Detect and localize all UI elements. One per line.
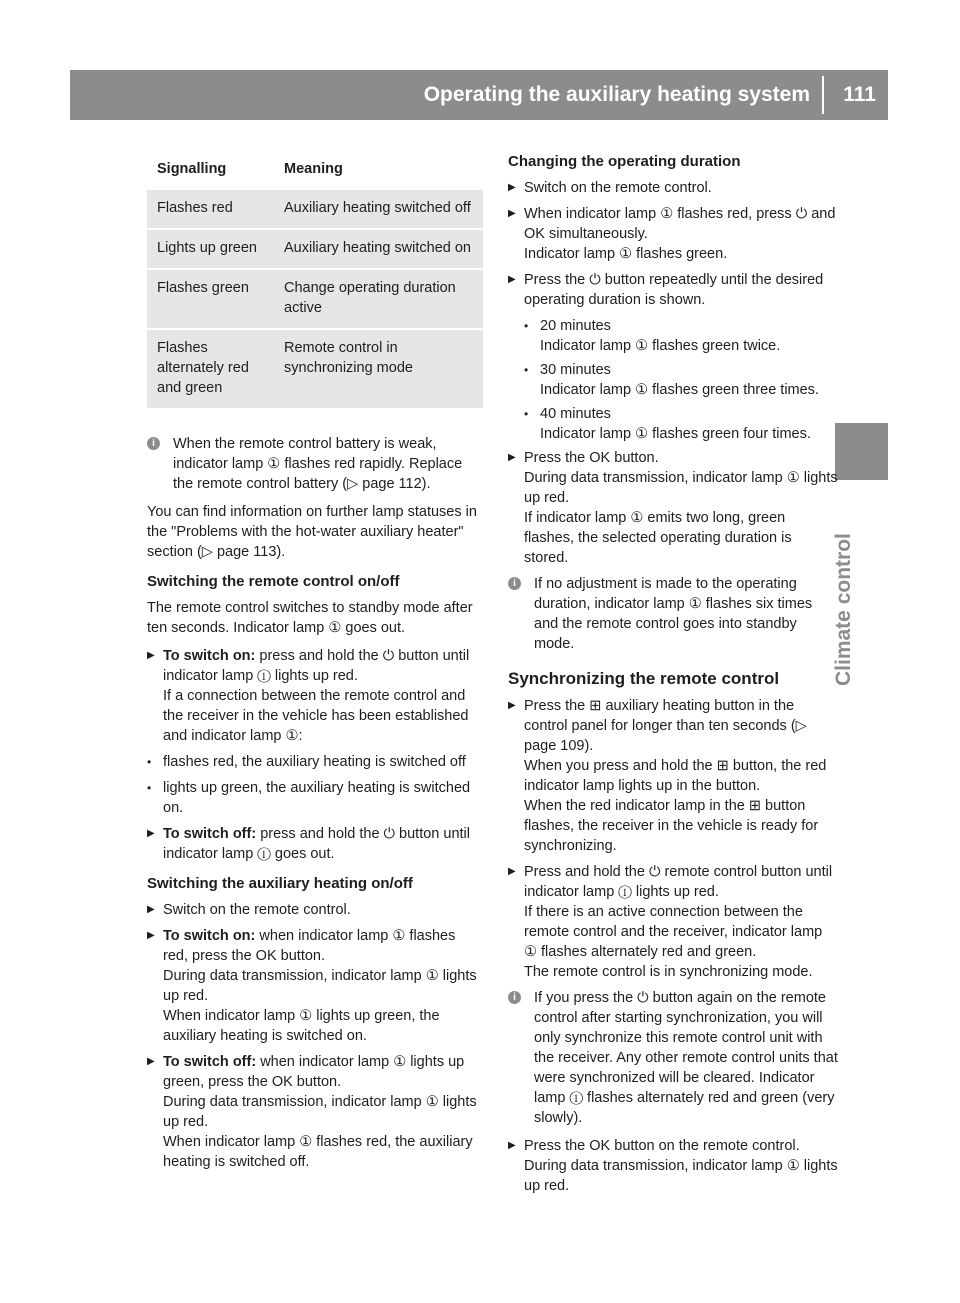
instruction-step <box>147 646 483 746</box>
triangle-right-icon: ▶ <box>508 700 516 711</box>
header-bar <box>70 70 888 120</box>
section-heading: Switching the remote control on/off <box>147 573 400 590</box>
table-header: Signalling <box>157 161 227 177</box>
section-heading: Synchronizing the remote control <box>508 669 780 688</box>
triangle-right-icon: ▶ <box>147 828 155 839</box>
option-title: 30 minutes <box>540 362 611 378</box>
table-cell: Flashes alternately red and green <box>147 329 274 408</box>
bullet-item <box>147 752 483 772</box>
bullet-dot-icon: • <box>524 363 529 377</box>
triangle-right-icon: ▶ <box>147 930 155 941</box>
step-label: To switch on: <box>163 928 256 944</box>
table-header: Meaning <box>284 161 343 177</box>
step-continuation: During data transmission, indicator lamp ① lights up red. <box>163 1094 477 1130</box>
step-text: press and hold the ⏻ button until indicator lamp ① goes out. <box>163 826 470 862</box>
table-cell: Change operating duration active <box>274 269 483 329</box>
section-heading: Switching the auxiliary heating on/off <box>147 875 413 892</box>
signalling-table <box>147 150 483 408</box>
step-text: When indicator lamp ① flashes red, press ⏻ and OK simultaneously. <box>524 206 836 242</box>
header-divider <box>822 76 824 114</box>
step-continuation: During data transmission, indicator lamp ① lights up red. <box>524 1158 838 1194</box>
instruction-step <box>508 178 838 198</box>
option-text: Indicator lamp ① flashes green four times. <box>540 426 811 442</box>
triangle-right-icon: ▶ <box>508 274 516 285</box>
table-cell: Flashes green <box>147 269 274 329</box>
step-continuation: The remote control is in synchronizing mode. <box>524 964 813 980</box>
step-label: To switch on: <box>163 648 256 664</box>
triangle-right-icon: ▶ <box>147 650 155 661</box>
option-text: Indicator lamp ① flashes green twice. <box>540 338 781 354</box>
step-continuation: If indicator lamp ① emits two long, green flashes, the selected operating duration is stored. <box>524 510 792 566</box>
table-row <box>147 229 483 269</box>
instruction-step <box>147 1052 483 1172</box>
triangle-right-icon: ▶ <box>508 182 516 193</box>
table-cell: Auxiliary heating switched on <box>274 229 483 269</box>
step-continuation: When indicator lamp ① flashes red, the auxiliary heating is switched off. <box>163 1134 473 1170</box>
info-note-text: If you press the ⏻ button again on the remote control after starting synchronization, you will only synchronize this remote control unit with the receiver. Any other remote control units that were synchronized will be cleared. Indicator lamp ① flashes alternately red and green (very slowly). <box>534 990 838 1126</box>
step-label: To switch off: <box>163 1054 257 1070</box>
triangle-right-icon: ▶ <box>147 1056 155 1067</box>
info-note-text: When the remote control battery is weak, indicator lamp ① flashes red rapidly. Replace the remote control battery (▷ page 112). <box>173 436 463 492</box>
step-label: To switch off: <box>163 826 257 842</box>
option-title: 40 minutes <box>540 406 611 422</box>
instruction-step <box>508 1136 838 1196</box>
bullet-dot-icon: • <box>147 755 152 769</box>
info-circle-icon: i <box>508 577 521 590</box>
instruction-step <box>508 270 838 310</box>
step-text: Press the OK button. <box>524 450 659 466</box>
table-row <box>147 189 483 229</box>
step-text: Press the OK button on the remote control. <box>524 1138 800 1154</box>
option-title: 20 minutes <box>540 318 611 334</box>
table-header-row <box>147 150 483 189</box>
step-continuation: If there is an active connection between the remote control and the receiver, indicator lamp ① flashes alternately red and green. <box>524 904 823 960</box>
instruction-step <box>147 900 483 920</box>
step-continuation: When the red indicator lamp in the ⊞ button flashes, the receiver in the vehicle is ready for synchronizing. <box>524 798 819 854</box>
step-continuation: When you press and hold the ⊞ button, the red indicator lamp lights up in the button. <box>524 758 827 794</box>
step-continuation: Indicator lamp ① flashes green. <box>524 246 728 262</box>
option-text: Indicator lamp ① flashes green three times. <box>540 382 819 398</box>
bullet-text: lights up green, the auxiliary heating is switched on. <box>163 780 471 816</box>
section-label: Climate control <box>832 533 855 686</box>
triangle-right-icon: ▶ <box>508 866 516 877</box>
step-continuation: During data transmission, indicator lamp ① lights up red. <box>524 470 838 506</box>
table-cell: Auxiliary heating switched off <box>274 189 483 229</box>
table-cell: Remote control in synchronizing mode <box>274 329 483 408</box>
info-note <box>508 574 838 654</box>
bullet-dot-icon: • <box>147 781 152 795</box>
step-continuation: If a connection between the remote control and the receiver in the vehicle has been established and indicator lamp ①: <box>163 688 469 744</box>
duration-option <box>508 404 838 444</box>
step-text: Press and hold the ⏻ remote control button until indicator lamp ① lights up red. <box>524 864 833 900</box>
info-note <box>147 434 483 494</box>
triangle-right-icon: ▶ <box>508 208 516 219</box>
instruction-step <box>147 824 483 864</box>
left-column <box>147 150 483 1178</box>
right-column <box>508 150 838 1202</box>
info-circle-icon: i <box>147 437 160 450</box>
table-cell: Lights up green <box>147 229 274 269</box>
page-number: 111 <box>843 83 876 106</box>
step-continuation: When indicator lamp ① lights up green, the auxiliary heating is switched on. <box>163 1008 440 1044</box>
step-text: Press the ⏻ button repeatedly until the desired operating duration is shown. <box>524 272 824 308</box>
step-text: Switch on the remote control. <box>524 180 712 196</box>
triangle-right-icon: ▶ <box>508 452 516 463</box>
info-note-text: If no adjustment is made to the operating duration, indicator lamp ① flashes six times and the remote control goes into standby mode. <box>534 576 813 652</box>
info-circle-icon: i <box>508 991 521 1004</box>
table-cell: Flashes red <box>147 189 274 229</box>
triangle-right-icon: ▶ <box>508 1140 516 1151</box>
info-note <box>508 988 838 1128</box>
step-text: when indicator lamp ① flashes red, press the OK button. <box>163 928 456 964</box>
instruction-step <box>508 204 838 264</box>
instruction-step <box>508 862 838 982</box>
step-text: press and hold the ⏻ button until indicator lamp ① lights up red. <box>163 648 470 684</box>
instruction-step <box>147 926 483 1046</box>
instruction-step <box>508 448 838 568</box>
page-title: Operating the auxiliary heating system <box>423 83 810 106</box>
bullet-text: flashes red, the auxiliary heating is switched off <box>163 754 466 770</box>
triangle-right-icon: ▶ <box>147 904 155 915</box>
bullet-dot-icon: • <box>524 407 529 421</box>
duration-option <box>508 316 838 356</box>
instruction-step <box>508 696 838 856</box>
step-text: when indicator lamp ① lights up green, press the OK button. <box>163 1054 465 1090</box>
step-text: Press the ⊞ auxiliary heating button in the control panel for longer than ten seconds (▷ page 109). <box>524 698 807 754</box>
step-text: Switch on the remote control. <box>163 902 351 918</box>
paragraph: The remote control switches to standby mode after ten seconds. Indicator lamp ① goes out. <box>147 600 473 636</box>
section-heading: Changing the operating duration <box>508 153 741 170</box>
paragraph: You can find information on further lamp statuses in the "Problems with the hot-water auxiliary heater" section (▷ page 113). <box>147 504 477 560</box>
bullet-item <box>147 778 483 818</box>
duration-option <box>508 360 838 400</box>
table-row <box>147 269 483 329</box>
bullet-dot-icon: • <box>524 319 529 333</box>
table-row <box>147 329 483 408</box>
step-continuation: During data transmission, indicator lamp ① lights up red. <box>163 968 477 1004</box>
